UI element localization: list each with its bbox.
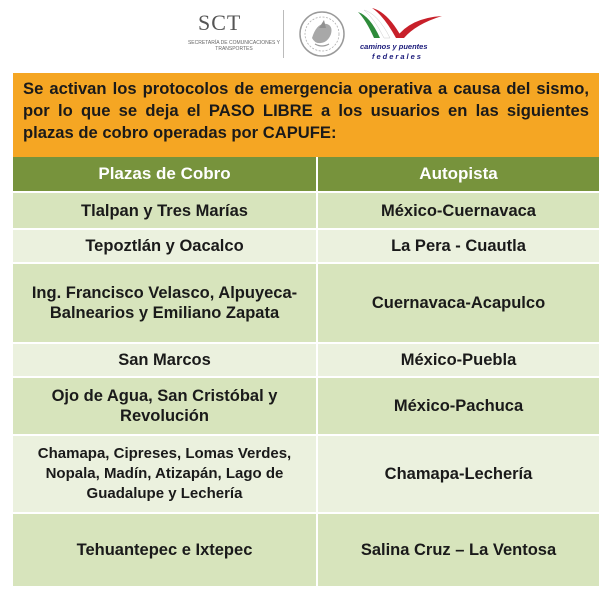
caminos-puentes-federales-logo <box>350 6 450 64</box>
table-row <box>13 514 599 588</box>
autopista-cell: Salina Cruz – La Ventosa <box>318 514 599 588</box>
plazas-cell: Tlalpan y Tres Marías <box>13 193 318 230</box>
sct-logo <box>186 10 281 62</box>
page-header <box>0 0 608 68</box>
autopista-cell: México-Puebla <box>318 344 599 378</box>
column-header-autopista: Autopista <box>318 157 599 193</box>
table-row <box>13 378 599 436</box>
autopista-cell: Cuernavaca-Acapulco <box>318 264 599 344</box>
sct-logo-text: SCT <box>198 10 242 35</box>
logo-divider <box>283 10 284 58</box>
table-row <box>13 436 599 514</box>
logo-line2: federales <box>372 52 423 61</box>
logo-line1: caminos y puentes <box>360 42 428 51</box>
announcement-banner <box>13 73 599 157</box>
table-row <box>13 193 599 230</box>
banner-text-end: a los usuarios en las siguientes plazas de cobro operadas por CAPUFE: <box>23 101 590 142</box>
table-header-row <box>13 157 599 193</box>
autopista-cell: México-Cuernavaca <box>318 193 599 230</box>
toll-plazas-table <box>13 157 599 588</box>
plazas-cell: Ing. Francisco Velasco, Alpuyeca-Balnearios y Emiliano Zapata <box>13 264 318 344</box>
autopista-cell: México-Pachuca <box>318 378 599 436</box>
autopista-cell: Chamapa-Lechería <box>318 436 599 514</box>
mexico-seal-icon <box>297 8 347 60</box>
table-row <box>13 264 599 344</box>
sct-logo-subtitle: SECRETARÍA DE COMUNICACIONES Y TRANSPORTES <box>187 40 281 52</box>
banner-text-highlight: PASO LIBRE <box>208 101 313 120</box>
banner-text-start: Se activan los protocolos de emergencia operativa a causa del sismo, por lo que se deja el <box>23 79 589 120</box>
plazas-cell: San Marcos <box>13 344 318 378</box>
table-row <box>13 344 599 378</box>
plazas-cell: Tehuantepec e Ixtepec <box>13 514 318 588</box>
capufe-stripes-icon <box>350 6 450 42</box>
autopista-cell: La Pera - Cuautla <box>318 230 599 264</box>
table-row <box>13 230 599 264</box>
plazas-cell: Ojo de Agua, San Cristóbal y Revolución <box>13 378 318 436</box>
column-header-plazas: Plazas de Cobro <box>13 157 318 193</box>
plazas-cell: Chamapa, Cipreses, Lomas Verdes, Nopala, Madín, Atizapán, Lago de Guadalupe y Lechería <box>13 436 318 514</box>
plazas-cell: Tepoztlán y Oacalco <box>13 230 318 264</box>
